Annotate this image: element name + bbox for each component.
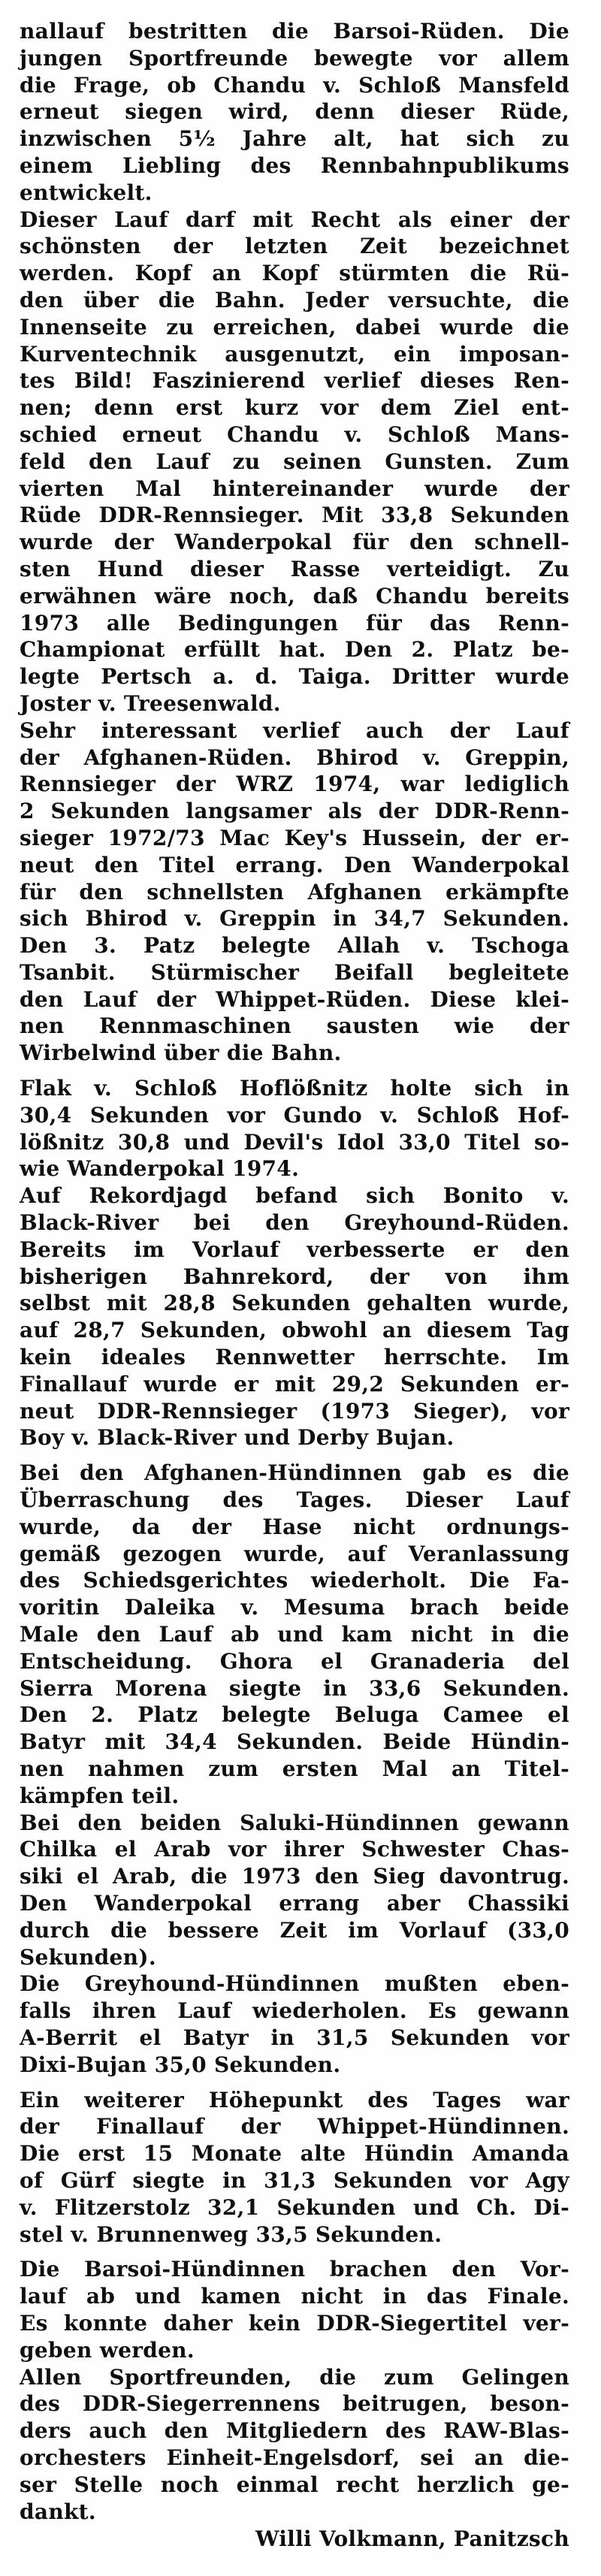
text-line: nallauf bestritten die Barsoi-Rüden. Die: [20, 19, 569, 44]
text-line: Rennsieger der WRZ 1974, war lediglich: [20, 772, 569, 797]
text-line: Male den Lauf ab und kam nicht in die: [20, 1622, 569, 1647]
text-line: des DDR-Siegerrennens beitrugen, beson-: [20, 2391, 569, 2417]
text-line: 30,4 Sekunden vor Gundo v. Schloß Hof-: [20, 1102, 569, 1128]
text-line: Sehr interessant verlief auch der Lauf: [20, 717, 569, 743]
paragraph: [20, 1460, 569, 1809]
text-line: bisherigen Bahnrekord, der von ihm: [20, 1264, 569, 1289]
text-line: erwähnen wäre noch, daß Chandu bereits: [20, 583, 569, 609]
text-line: Tsanbit. Stürmischer Beifall begleitete: [20, 959, 569, 985]
text-line: Championat erfüllt hat. Den 2. Platz be-: [20, 637, 569, 663]
text-line: kein ideales Rennwetter herrschte. Im: [20, 1345, 569, 1370]
text-line: lößnitz 30,8 und Devil's Idol 33,0 Titel so-: [20, 1129, 569, 1155]
text-line: wurde der Wanderpokal für den schnell-: [20, 530, 569, 555]
text-line: Rüde DDR-Rennsieger. Mit 33,8 Sekunden: [20, 503, 569, 528]
text-line: Flak v. Schloß Hoflößnitz holte sich in: [20, 1076, 569, 1101]
text-line: legte Pertsch a. d. Taiga. Dritter wurde: [20, 664, 569, 690]
text-line: entwickelt.: [20, 180, 153, 205]
text-line: nen nahmen zum ersten Mal an Titel-: [20, 1756, 569, 1781]
text-line: schied erneut Chandu v. Schloß Mans-: [20, 421, 569, 447]
text-line: sieger 1972/73 Mac Key's Hussein, der er-: [20, 825, 569, 850]
paragraph: [20, 18, 569, 207]
text-line: Bei den beiden Saluki-Hündinnen gewann: [20, 1810, 569, 1835]
paragraph: [20, 1182, 569, 1451]
text-line: Den 2. Platz belegte Beluga Camee el: [20, 1702, 569, 1728]
text-line: lauf ab und kamen nicht in das Finale.: [20, 2284, 569, 2309]
paragraph: [20, 2087, 569, 2248]
text-line: 2 Sekunden langsamer als der DDR-Renn-: [20, 799, 569, 824]
text-line: Sierra Morena siegte in 33,6 Sekunden.: [20, 1675, 569, 1701]
text-line: Bei den Afghanen-Hündinnen gab es die: [20, 1460, 569, 1486]
text-line: sten Hund dieser Rasse verteidigt. Zu: [20, 556, 569, 581]
text-line: Black-River bei den Greyhound-Rüden.: [20, 1210, 569, 1236]
text-line: wie Wanderpokal 1974.: [20, 1156, 300, 1182]
text-line: für den schnellsten Afghanen erkämpfte: [20, 879, 569, 904]
text-line: inzwischen 5½ Jahre alt, hat sich zu: [20, 126, 569, 152]
paragraph: [20, 1971, 569, 2078]
text-line: des Schiedsgerichtes wiederholt. Die Fa-: [20, 1568, 569, 1593]
text-line: werden. Kopf an Kopf stürmten die Rü-: [20, 261, 569, 286]
text-line: Den 3. Patz belegte Allah v. Tschoga: [20, 933, 569, 959]
text-line: Die erst 15 Monate alte Hündin Amanda: [20, 2141, 569, 2167]
paragraph: [20, 207, 569, 717]
text-line: den Lauf der Whippet-Rüden. Diese klei-: [20, 986, 569, 1012]
text-line: neut den Titel errang. Den Wanderpokal: [20, 852, 569, 877]
text-line: Überraschung des Tages. Dieser Lauf: [20, 1487, 569, 1513]
text-line: tes Bild! Faszinierend verlief dieses Ren-: [20, 368, 569, 394]
text-line: orchesters Einheit-Engelsdorf, sei an die-: [20, 2445, 569, 2470]
text-line: Kurventechnik ausgenutzt, ein imposan-: [20, 341, 569, 367]
text-line: ders auch den Mitgliedern des RAW-Blas-: [20, 2418, 569, 2444]
text-line: kämpfen teil.: [20, 1783, 180, 1808]
paragraph: [20, 1075, 569, 1182]
text-line: Entscheidung. Ghora el Granaderia del: [20, 1648, 569, 1674]
article-column: [20, 18, 569, 2553]
text-line: Dieser Lauf darf mit Recht als einer der: [20, 207, 569, 232]
text-line: Boy v. Black-River und Derby Bujan.: [20, 1425, 455, 1451]
text-line: sich Bhirod v. Greppin in 34,7 Sekunden.: [20, 906, 569, 932]
text-line: neut DDR-Rennsieger (1973 Sieger), vor: [20, 1398, 569, 1424]
text-line: Den Wanderpokal errang aber Chassiki: [20, 1890, 569, 1916]
text-line: Ein weiterer Höhepunkt des Tages war: [20, 2087, 569, 2112]
text-line: Dixi-Bujan 35,0 Sekunden.: [20, 2052, 341, 2077]
text-line: 1973 alle Bedingungen für das Renn-: [20, 610, 569, 636]
text-line: nen; denn erst kurz vor dem Ziel ent-: [20, 395, 569, 421]
paragraph: [20, 2364, 569, 2526]
paragraph: [20, 717, 569, 1067]
text-line: stel v. Brunnenweg 33,5 Sekunden.: [20, 2221, 442, 2247]
text-line: vierten Mal hintereinander wurde der: [20, 476, 569, 501]
text-line: feld den Lauf zu seinen Gunsten. Zum: [20, 448, 569, 474]
text-line: wurde, da der Hase nicht ordnungs-: [20, 1514, 569, 1539]
text-line: schönsten der letzten Zeit bezeichnet: [20, 234, 569, 259]
text-line: Joster v. Treesenwald.: [20, 690, 281, 716]
text-line: falls ihren Lauf wiederholen. Es gewann: [20, 1998, 569, 2024]
text-line: nen Rennmaschinen sausten wie der: [20, 1013, 569, 1039]
text-line: Es konnte daher kein DDR-Siegertitel ver-: [20, 2310, 569, 2336]
text-line: Die Barsoi-Hündinnen brachen den Vor-: [20, 2257, 569, 2282]
text-line: voritin Daleika v. Mesuma brach beide: [20, 1595, 569, 1620]
text-line: Die Greyhound-Hündinnen mußten eben-: [20, 1971, 569, 1997]
text-line: A-Berrit el Batyr in 31,5 Sekunden vor: [20, 2025, 569, 2050]
text-line: auf 28,7 Sekunden, obwohl an diesem Tag: [20, 1318, 569, 1343]
text-line: der Afghanen-Rüden. Bhirod v. Greppin,: [20, 744, 569, 770]
article-signature: Willi Volkmann, Panitzsch: [255, 2526, 569, 2552]
text-line: Bereits im Vorlauf verbesserte er den: [20, 1237, 569, 1262]
text-line: Batyr mit 34,4 Sekunden. Beide Hündin-: [20, 1729, 569, 1755]
text-line: Finallauf wurde er mit 29,2 Sekunden er-: [20, 1371, 569, 1397]
text-line: Wirbelwind über die Bahn.: [20, 1040, 342, 1066]
text-line: Auf Rekordjagd befand sich Bonito v.: [20, 1183, 569, 1209]
text-line: den über die Bahn. Jeder versuchte, die: [20, 287, 569, 313]
text-line: geben werden.: [20, 2337, 195, 2363]
text-line: gemäß gezogen wurde, auf Veranlassung: [20, 1541, 569, 1566]
text-line: jungen Sportfreunde bewegte vor allem: [20, 45, 569, 71]
text-line: erneut siegen wird, denn dieser Rüde,: [20, 99, 569, 125]
text-line: siki el Arab, die 1973 den Sieg davontrug.: [20, 1864, 569, 1889]
text-line: dankt.: [20, 2499, 96, 2524]
text-line: Chilka el Arab vor ihrer Schwester Chas-: [20, 1837, 569, 1862]
text-line: Innenseite zu erreichen, dabei wurde die: [20, 314, 569, 340]
paragraph: [20, 2256, 569, 2363]
text-line: durch die bessere Zeit im Vorlauf (33,0: [20, 1917, 569, 1943]
text-line: Sekunden).: [20, 1944, 156, 1970]
text-line: Allen Sportfreunden, die zum Gelingen: [20, 2364, 569, 2390]
paragraph: [20, 1810, 569, 1971]
text-line: die Frage, ob Chandu v. Schloß Mansfeld: [20, 72, 569, 98]
text-line: v. Flitzerstolz 32,1 Sekunden und Ch. Di-: [20, 2194, 569, 2220]
text-line: of Gürf siegte in 31,3 Sekunden vor Agy: [20, 2167, 569, 2193]
text-line: einem Liebling des Rennbahnpublikums: [20, 153, 569, 178]
text-line: selbst mit 28,8 Sekunden gehalten wurde,: [20, 1291, 569, 1316]
text-line: der Finallauf der Whippet-Hündinnen.: [20, 2114, 569, 2140]
text-line: ser Stelle noch einmal recht herzlich ge-: [20, 2472, 569, 2497]
